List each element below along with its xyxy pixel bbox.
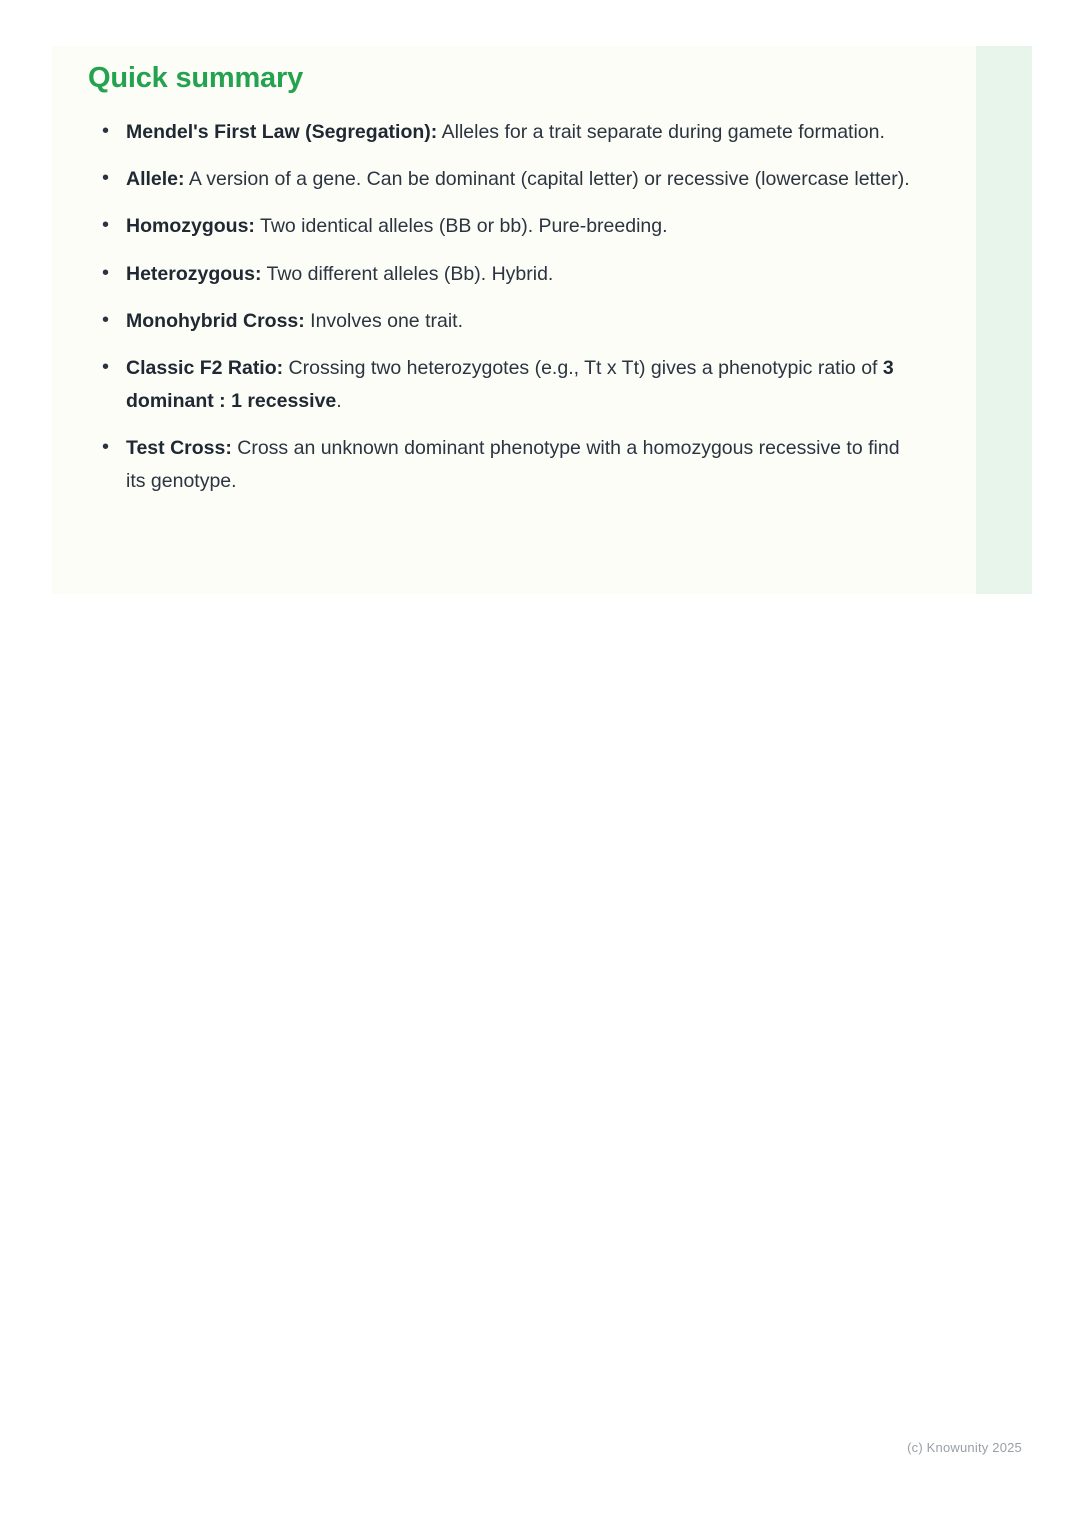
page-title: Quick summary (88, 62, 303, 94)
list-item-text: Alleles for a trait separate during gamete formation. (437, 120, 885, 143)
list-item-text: Cross an unknown dominant phenotype with a homozygous recessive to find its genotype. (126, 437, 900, 492)
list-item (88, 210, 912, 242)
list-item-text: Two different alleles (Bb). Hybrid. (261, 262, 554, 285)
list-item-emphasis: 3 dominant : 1 recessive (126, 357, 894, 412)
list-item-term: Monohybrid Cross: (126, 310, 305, 333)
list-item-term: Classic F2 Ratio: (126, 357, 284, 380)
list-item (88, 305, 912, 337)
list-item-text: Two identical alleles (BB or bb). Pure-breeding. (254, 215, 668, 238)
list-item-term: Heterozygous: (126, 262, 262, 285)
list-item (88, 432, 912, 497)
list-item-text: Involves one trait. (304, 310, 463, 333)
summary-list (88, 116, 912, 497)
quick-summary-card (52, 46, 1032, 594)
list-item-text: A version of a gene. Can be dominant (capital letter) or recessive (lowercase letter). (184, 168, 910, 191)
list-item (88, 258, 912, 290)
list-item (88, 116, 912, 148)
list-item-term: Mendel's First Law (Segregation): (126, 120, 438, 143)
list-item-term: Test Cross: (126, 437, 232, 460)
list-item (88, 352, 912, 417)
card-content (52, 46, 1032, 527)
list-item (88, 163, 912, 195)
list-item-term: Allele: (126, 168, 185, 191)
list-item-text: Crossing two heterozygotes (e.g., Tt x Tt) gives a phenotypic ratio of (283, 357, 883, 380)
list-item-text-after: . (336, 389, 342, 412)
footer-credit: (c) Knowunity 2025 (907, 1440, 1022, 1455)
list-item-term: Homozygous: (126, 215, 255, 238)
